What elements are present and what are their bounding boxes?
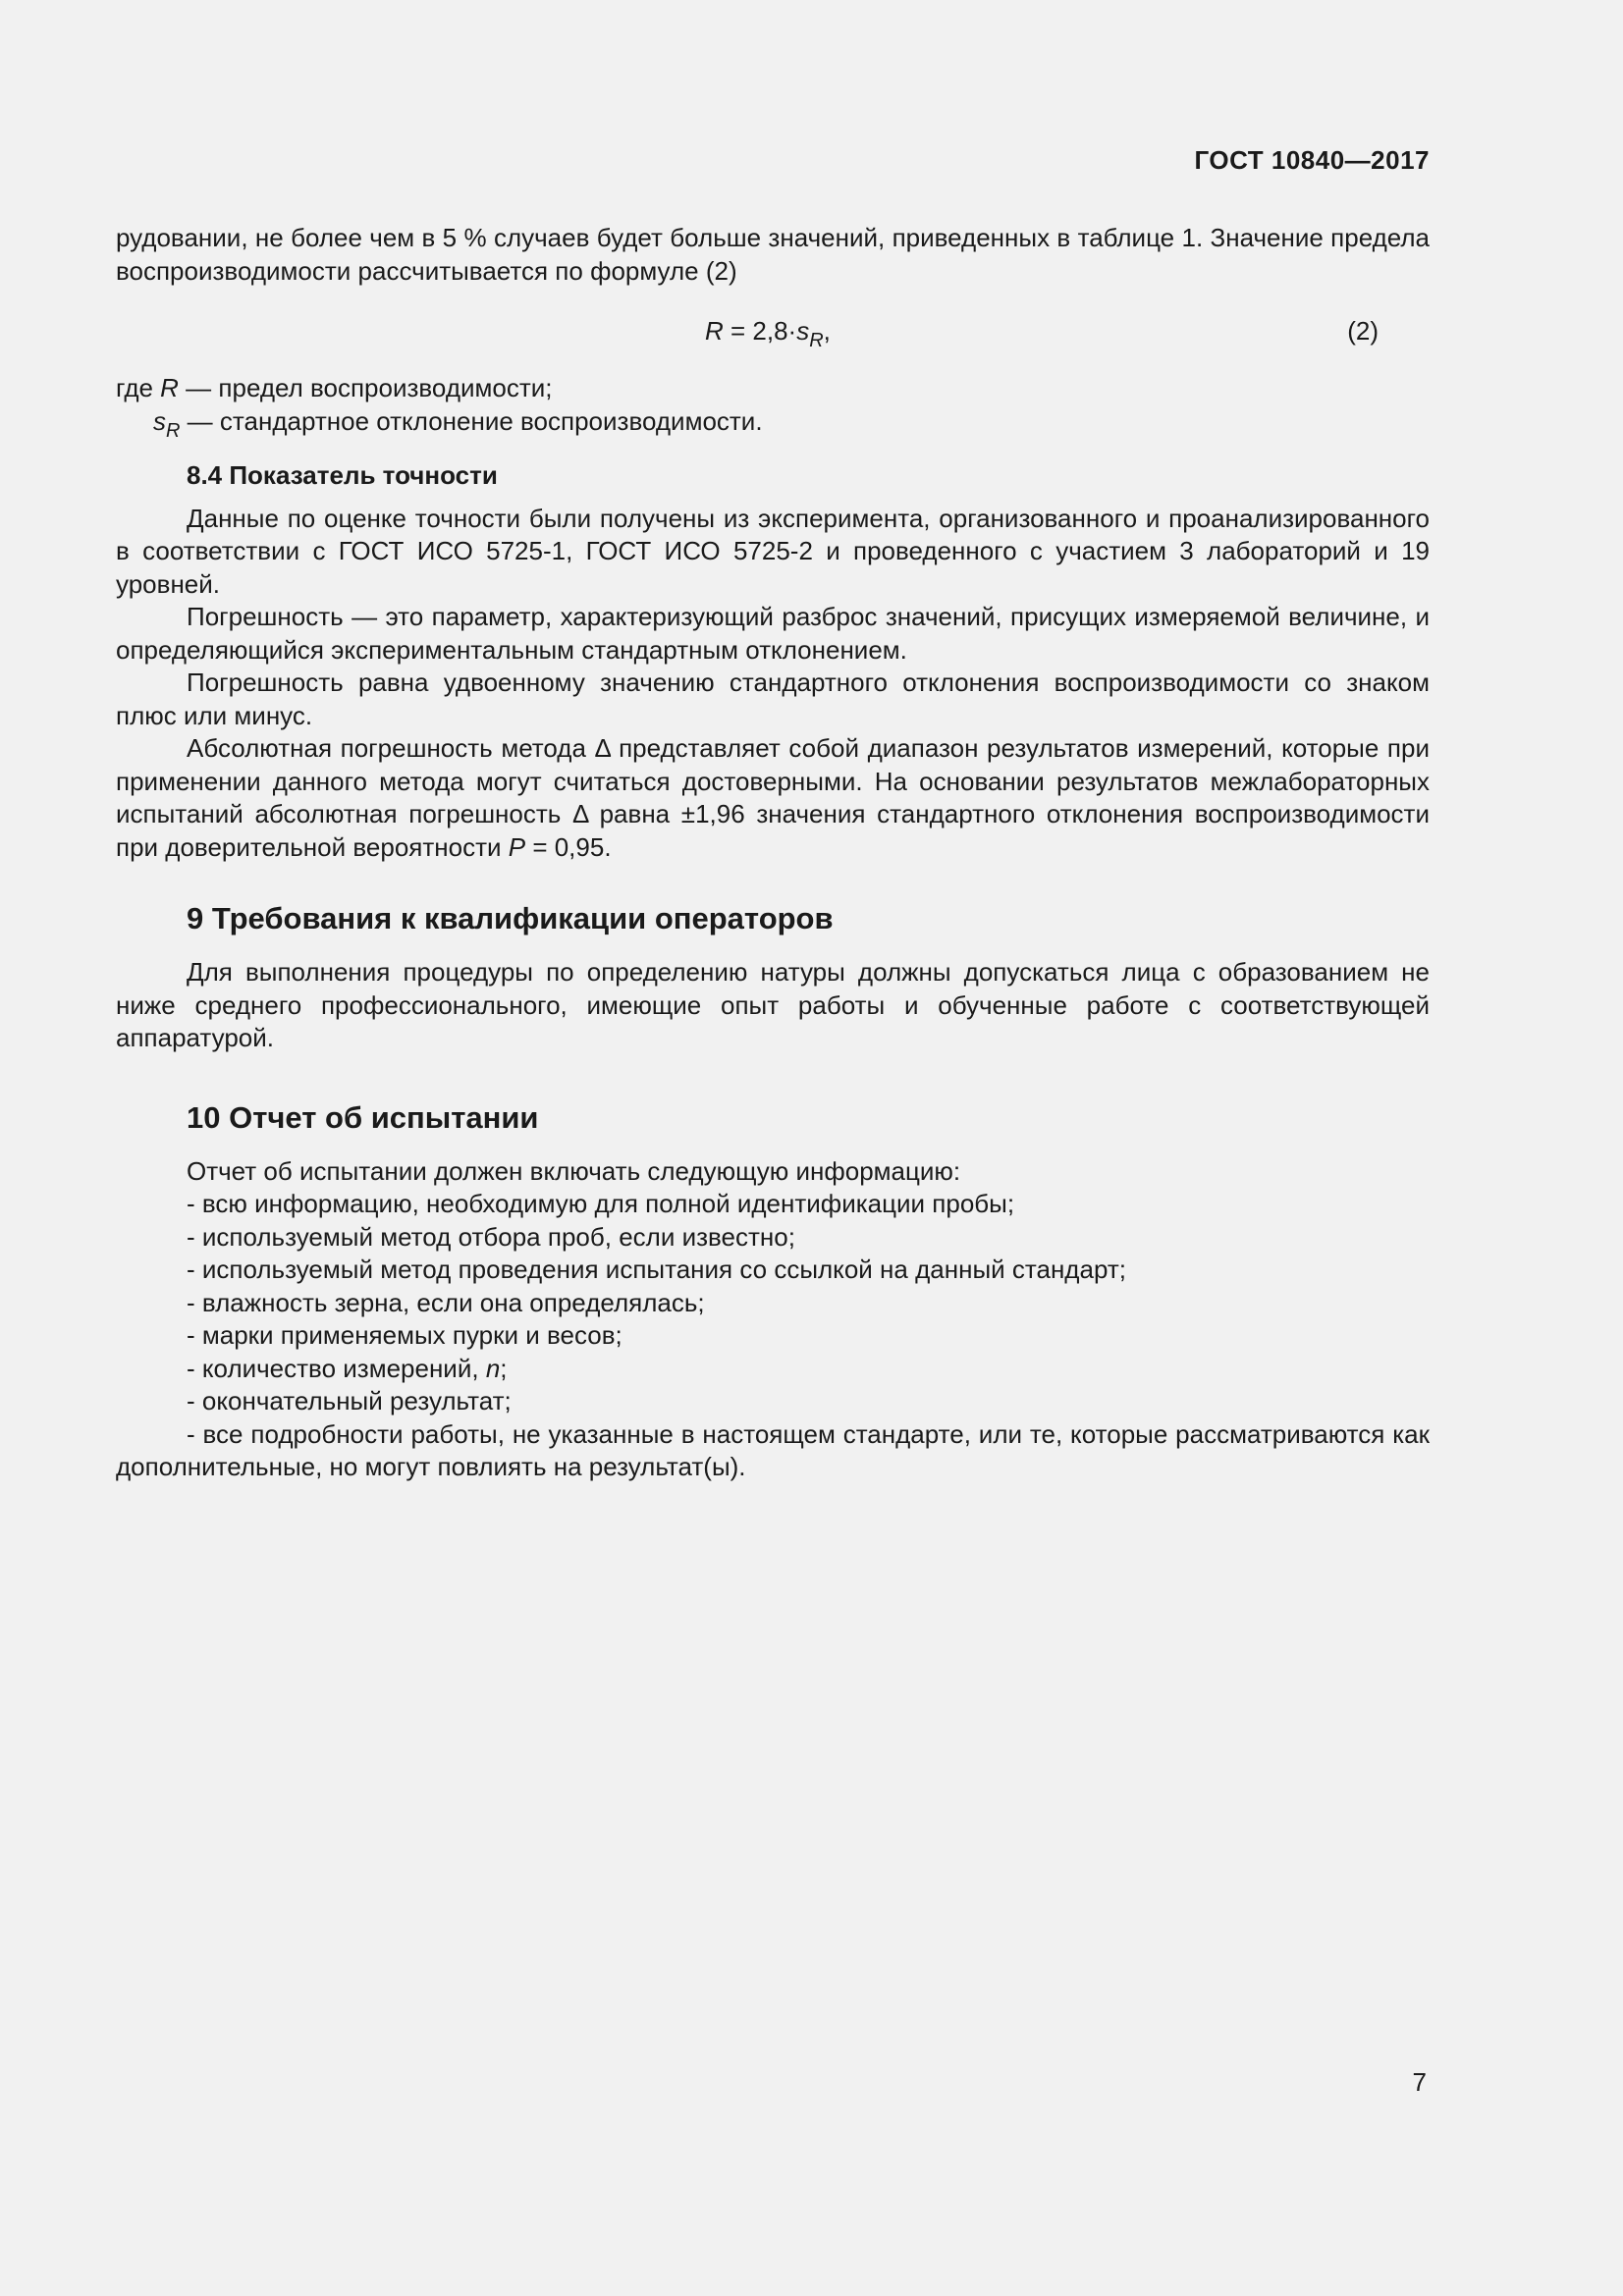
- list-item: - используемый метод проведения испытания со ссылкой на данный стандарт;: [187, 1255, 1126, 1284]
- list-item: - влажность зерна, если она определялась;: [187, 1287, 705, 1317]
- section-9-title: 9 Требования к квалификации операторов: [187, 901, 834, 935]
- section-8-4-paragraph: Данные по оценке точности были получены из эксперимента, организованного и проанализированного в соответствии с ГОСТ ИСО 5725-1, ГОСТ ИСО 5725-2 и проведенного с участием 3 лабораторий и 19 уровней.: [116, 503, 1430, 599]
- where-s: $s_R$ — стандартное отклонение воспроизводимости.: [153, 405, 763, 442]
- section-8-4-paragraph: Абсолютная погрешность метода Δ представляет собой диапазон результатов измерений, которые при применении данного метода могут считаться достоверными. На основании результатов межлабораторных испытаний абсолютная погрешность Δ равна ±1,96 значения стандартного отклонения воспроизводимости при доверительной вероятности P = 0,95.: [116, 733, 1430, 862]
- document-code: ГОСТ 10840—2017: [1194, 145, 1430, 175]
- formula-2: [116, 315, 1430, 354]
- list-item: - количество измерений, n;: [187, 1353, 508, 1383]
- section-8-4-title: 8.4 Показатель точности: [187, 460, 498, 490]
- list-item: - всю информацию, необходимую для полной идентификации пробы;: [187, 1189, 1015, 1218]
- section-10-title: 10 Отчет об испытании: [187, 1099, 539, 1135]
- section-9-paragraph: Для выполнения процедуры по определению натуры должны допускаться лица с образованием не ниже среднего профессионального, имеющие опыт работы и обученные работе с соответствующей аппаратурой.: [116, 957, 1430, 1052]
- page-number: 7: [1412, 2067, 1427, 2097]
- page-content: [116, 222, 1430, 1484]
- formula-number: (2): [1347, 316, 1379, 346]
- list-item: - используемый метод отбора проб, если известно;: [187, 1221, 795, 1252]
- where-r: где R — предел воспроизводимости;: [116, 373, 553, 402]
- list-item: - марки применяемых пурки и весов;: [187, 1320, 622, 1350]
- section-8-4-paragraph: Погрешность — это параметр, характеризующий разброс значений, присущих измеряемой величине, и определяющийся экспериментальным стандартным отклонением.: [116, 602, 1430, 665]
- section-10-intro: Отчет об испытании должен включать следующую информацию:: [187, 1155, 961, 1186]
- intro-paragraph: рудовании, не более чем в 5 % случаев будет больше значений, приведенных в таблице 1. Значение предела воспроизводимости рассчитывается по формуле (2): [116, 223, 1430, 286]
- list-item: - окончательный результат;: [187, 1386, 512, 1415]
- section-8-4-paragraph: Погрешность равна удвоенному значению стандартного отклонения воспроизводимости со знаком плюс или минус.: [116, 667, 1430, 730]
- formula-expression: $R = 2,8\cdot s_R$,: [705, 316, 831, 351]
- list-item: - все подробности работы, не указанные в настоящем стандарте, или те, которые рассматриваются как дополнительные, но могут повлиять на результат(ы).: [116, 1418, 1430, 1481]
